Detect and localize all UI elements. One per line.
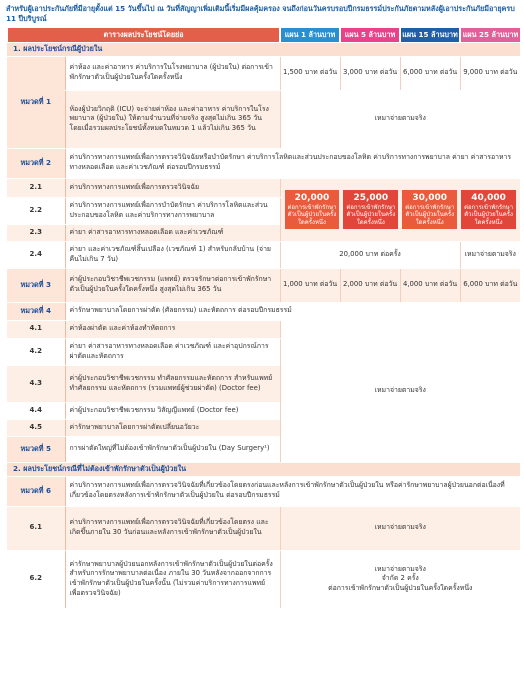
item-4-1-text: ค่าห้องผ่าตัด และค่าห้องทำหัตถการ (65, 320, 280, 338)
category-4-value: เหมาจ่ายตามจริง (280, 320, 520, 462)
category-1-value-plan-1: 1,500 บาท ต่อวัน (280, 56, 340, 90)
limit-amount: 20,000 (294, 192, 330, 203)
header-summary: ตารางผลประโยชน์โดยย่อ (7, 28, 280, 42)
category-1-icu-desc: ห้องผู้ป่วยวิกฤติ (ICU) จะจ่ายค่าห้อง และค่าอาหาร ค่าบริการในโรงพยาบาล (ผู้ป่วยใน) ให้ตามจำนวนที่จ่ายจริง สูงสุดไม่เกิน 365 วัน โดยเมื่อรวมผลประโยชน์ทั้งหมดในหมวด 1 แล้วไม่เกิน 365 วัน (65, 90, 280, 148)
category-1-label: หมวดที่ 1 (7, 56, 65, 148)
header-plan-5: แผน 5 ล้านบาท (340, 28, 400, 42)
intro-text: สำหรับผู้เอาประกันภัยที่มีอายุตั้งแต่ 15 วันขึ้นไป ณ วันที่สัญญาเพิ่มเติมนี้เริ่มมีผลคุ้มครอง จนถึงก่อนวันครบรอบปีกรมธรรม์ประกันภัยตามหลังผู้เอาประกันภัยมีอายุครบ 11 ปีบริบูรณ์ (6, 4, 515, 23)
category-5-text: การผ่าตัดใหญ่ที่ไม่ต้องเข้าพักรักษาตัวเป็นผู้ป่วยใน (Day Surgery¹) (65, 436, 280, 462)
item-2-2-no: 2.2 (7, 197, 65, 224)
category-1-value-plan-5: 3,000 บาท ต่อวัน (340, 56, 400, 90)
table-header (7, 28, 520, 42)
item-6-2-value-line-1: เหมาจ่ายตามจริง (374, 564, 426, 573)
section-2-title: 2. ผลประโยชน์กรณีที่ไม่ต้องเข้าพักรักษาตัวเป็นผู้ป่วยใน (7, 462, 520, 476)
item-2-2-text: ค่าบริการทางการแพทย์เพื่อการบำบัดรักษา ค่าบริการโลหิตและส่วนประกอบของโลหิต และค่าบริการทางการพยาบาล (65, 197, 280, 224)
item-4-4-no: 4.4 (7, 402, 65, 419)
item-2-4-value: 20,000 บาท ต่อครั้ง (280, 241, 460, 268)
limit-text: ต่อการเข้าพักรักษาตัวเป็นผู้ป่วยในครั้งใดครั้งหนึ่ง (405, 203, 455, 226)
item-4-2-text: ค่ายา ค่าสารอาหารทางหลอดเลือด ค่าเวชภัณฑ์ และค่าอุปกรณ์การผ่าตัดและหัตถการ (65, 338, 280, 365)
category-2-label: หมวดที่ 2 (7, 148, 65, 178)
section-1-title: 1. ผลประโยชน์กรณีผู้ป่วยใน (7, 42, 520, 56)
limit-text: ต่อการเข้าพักรักษาตัวเป็นผู้ป่วยในครั้งใดครั้งหนึ่ง (346, 203, 396, 226)
limit-box-plan-5 (343, 190, 398, 229)
category-1-icu-value: เหมาจ่ายตามจริง (280, 90, 520, 148)
benefit-table (6, 28, 520, 609)
item-6-2-text: ค่ารักษาพยาบาลผู้ป่วยนอกหลังการเข้าพักรักษาตัวเป็นผู้ป่วยในต่อครั้ง สำหรับการรักษาพยาบาลต่อเนื่อง ภายใน 30 วันหลังจากออกจากการเข้าพักรักษาตัวเป็นผู้ป่วยในครั้งนั้น (ไม่รวมค่าบริการทางการแพทย์เพื่อตรวจวินิจฉัย) (65, 550, 280, 608)
item-6-2-value (280, 550, 520, 608)
item-6-1-value: เหมาจ่ายตามจริง (280, 506, 520, 550)
limit-text: ต่อการเข้าพักรักษาตัวเป็นผู้ป่วยในครั้งใดครั้งหนึ่ง (464, 203, 514, 226)
category-5-label: หมวดที่ 5 (7, 436, 65, 462)
header-plan-1: แผน 1 ล้านบาท (280, 28, 340, 42)
item-4-3-no: 4.3 (7, 365, 65, 402)
item-6-1-text: ค่าบริการทางการแพทย์เพื่อการตรวจวินิจฉัยที่เกี่ยวข้องโดยตรง และเกิดขึ้นภายใน 30 วันก่อนและหลังการเข้าพักรักษาตัวเป็นผู้ป่วยใน (65, 506, 280, 550)
category-2-limit-area (280, 178, 520, 241)
item-4-3-text: ค่าผู้ประกอบวิชาชีพเวชกรรม ทำศัลยกรรมและหัตถการ สำหรับแพทย์ทำศัลยกรรม และหัตถการ (รวมแพทย์ผู้ช่วยผ่าตัด) (Doctor fee) (65, 365, 280, 402)
category-3-value-plan-5: 2,000 บาท ต่อวัน (340, 268, 400, 302)
limit-box-plan-1 (285, 190, 340, 229)
item-4-5-no: 4.5 (7, 419, 65, 436)
limit-box-plan-15 (402, 190, 457, 229)
category-6-desc: ค่าบริการทางการแพทย์เพื่อการตรวจวินิจฉัยที่เกี่ยวข้องโดยตรงก่อนและหลังการเข้าพักรักษาตัวเป็นผู้ป่วยใน หรือค่ารักษาพยาบาลผู้ป่วยนอกต่อเนื่องที่เกี่ยวข้องโดยตรงหลังการเข้าพักรักษาตัวเป็นผู้ป่วยใน ต่อรอบปีกรมธรรม์ (65, 476, 520, 506)
category-3-value-plan-15: 4,000 บาท ต่อวัน (400, 268, 460, 302)
item-2-4-no: 2.4 (7, 241, 65, 268)
category-4-label: หมวดที่ 4 (7, 302, 65, 320)
category-6-label: หมวดที่ 6 (7, 476, 65, 506)
item-4-4-text: ค่าผู้ประกอบวิชาชีพเวชกรรม วิสัญญีแพทย์ (Doctor fee) (65, 402, 280, 419)
limit-amount: 25,000 (353, 192, 389, 203)
category-1-value-plan-25: 9,000 บาท ต่อวัน (460, 56, 520, 90)
item-2-4-value-plan-25: เหมาจ่ายตามจริง (460, 241, 520, 268)
item-6-2-value-line-2: จำกัด 2 ครั้ง (381, 574, 419, 583)
header-plan-15: แผน 15 ล้านบาท (400, 28, 460, 42)
category-4-desc: ค่ารักษาพยาบาลโดยการผ่าตัด (ศัลยกรรม) และหัตถการ ต่อรอบปีกรมธรรม์ (65, 302, 520, 320)
limit-amount: 30,000 (412, 192, 448, 203)
category-3-label: หมวดที่ 3 (7, 268, 65, 302)
header-plan-25: แผน 25 ล้านบาท (460, 28, 520, 42)
category-2-desc: ค่าบริการทางการแพทย์เพื่อการตรวจวินิจฉัยหรือบำบัดรักษา ค่าบริการโลหิตและส่วนประกอบของโลหิต ค่าบริการทางการพยาบาล ค่ายา ค่าสารอาหารทางหลอดเลือด และค่าเวชภัณฑ์ ต่อรอบปีกรมธรรม์ (65, 148, 520, 178)
item-2-3-text: ค่ายา ค่าสารอาหารทางหลอดเลือด และค่าเวชภัณฑ์ (65, 224, 280, 241)
item-6-1-no: 6.1 (7, 506, 65, 550)
item-6-2-no: 6.2 (7, 550, 65, 608)
category-3-value-plan-1: 1,000 บาท ต่อวัน (280, 268, 340, 302)
limit-text: ต่อการเข้าพักรักษาตัวเป็นผู้ป่วยในครั้งใดครั้งหนึ่ง (287, 203, 337, 226)
item-2-4-text: ค่ายา และค่าเวชภัณฑ์สิ้นเปลือง (เวชภัณฑ์ 1) สำหรับกลับบ้าน (จ่ายคืนไม่เกิน 7 วัน) (65, 241, 280, 268)
category-1-value-plan-15: 6,000 บาท ต่อวัน (400, 56, 460, 90)
item-2-1-no: 2.1 (7, 178, 65, 197)
item-2-3-no: 2.3 (7, 224, 65, 241)
item-4-1-no: 4.1 (7, 320, 65, 338)
category-3-value-plan-25: 6,000 บาท ต่อวัน (460, 268, 520, 302)
item-4-2-no: 4.2 (7, 338, 65, 365)
item-6-2-value-line-3: ต่อการเข้าพักรักษาตัวเป็นผู้ป่วยในครั้งใดครั้งหนึ่ง (328, 583, 473, 592)
category-3-desc: ค่าผู้ประกอบวิชาชีพเวชกรรม (แพทย์) ตรวจรักษาต่อการเข้าพักรักษาตัวเป็นผู้ป่วยในครั้งใดครั้งหนึ่ง สูงสุดไม่เกิน 365 วัน (65, 268, 280, 302)
limit-amount: 40,000 (471, 192, 506, 203)
item-4-5-text: ค่ารักษาพยาบาลโดยการผ่าตัดเปลี่ยนอวัยวะ (65, 419, 280, 436)
category-1-room-desc: ค่าห้อง และค่าอาหาร ค่าบริการในโรงพยาบาล (ผู้ป่วยใน) ต่อการเข้าพักรักษาตัวเป็นผู้ป่วยในครั้งใดครั้งหนึ่ง (65, 56, 280, 90)
item-2-1-text: ค่าบริการทางการแพทย์เพื่อการตรวจวินิจฉัย (65, 178, 280, 197)
limit-box-plan-25 (461, 190, 516, 229)
